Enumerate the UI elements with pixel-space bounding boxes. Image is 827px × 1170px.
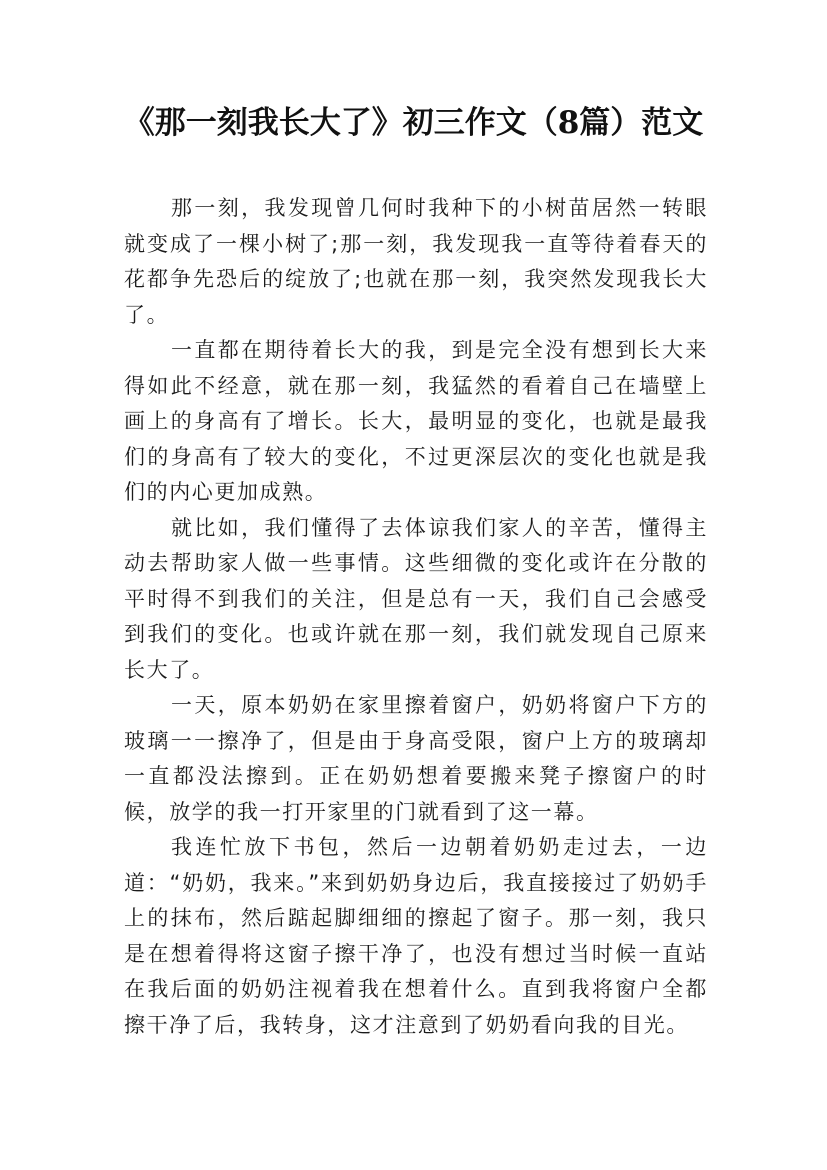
paragraph-2: 一直都在期待着长大的我，到是完全没有想到长大来得如此不经意，就在那一刻，我猛然的看着自己在墙壁上画上的身高有了增长。长大，最明显的变化，也就是最我们的身高有了较大的变化，不过更深层次的变化也就是我们的内心更加成熟。	[124, 338, 708, 504]
document-title: 《那一刻我长大了》初三作文（8篇）范文	[123, 105, 704, 141]
paragraph-3: 就比如，我们懂得了去体谅我们家人的辛苦，懂得主动去帮助家人做一些事情。这些细微的变化或许在分散的平时得不到我们的关注，但是总有一天，我们自己会感受到我们的变化。也或许就在那一刻，我们就发现自己原来长大了。	[124, 515, 708, 682]
paragraph-4: 一天，原本奶奶在家里擦着窗户，奶奶将窗户下方的玻璃一一擦净了，但是由于身高受限，窗户上方的玻璃却一直都没法擦到。正在奶奶想着要搬来凳子擦窗户的时候，放学的我一打开家里的门就看到了这一幕。	[124, 693, 708, 824]
document-body	[124, 191, 708, 1043]
paragraph-5: 我连忙放下书包，然后一边朝着奶奶走过去，一边道：“奶奶，我来。”来到奶奶身边后，我直接接过了奶奶手上的抹布，然后踮起脚细细的擦起了窗子。那一刻，我只是在想着得将这窗子擦干净了，也没有想过当时候一直站在我后面的奶奶注视着我在想着什么。直到我将窗户全都擦干净了后，我转身，这才注意到了奶奶看向我的目光。	[124, 835, 708, 1037]
paragraph-1: 那一刻，我发现曾几何时我种下的小树苗居然一转眼就变成了一棵小树了;那一刻，我发现我一直等待着春天的花都争先恐后的绽放了;也就在那一刻，我突然发现我长大了。	[124, 196, 708, 327]
